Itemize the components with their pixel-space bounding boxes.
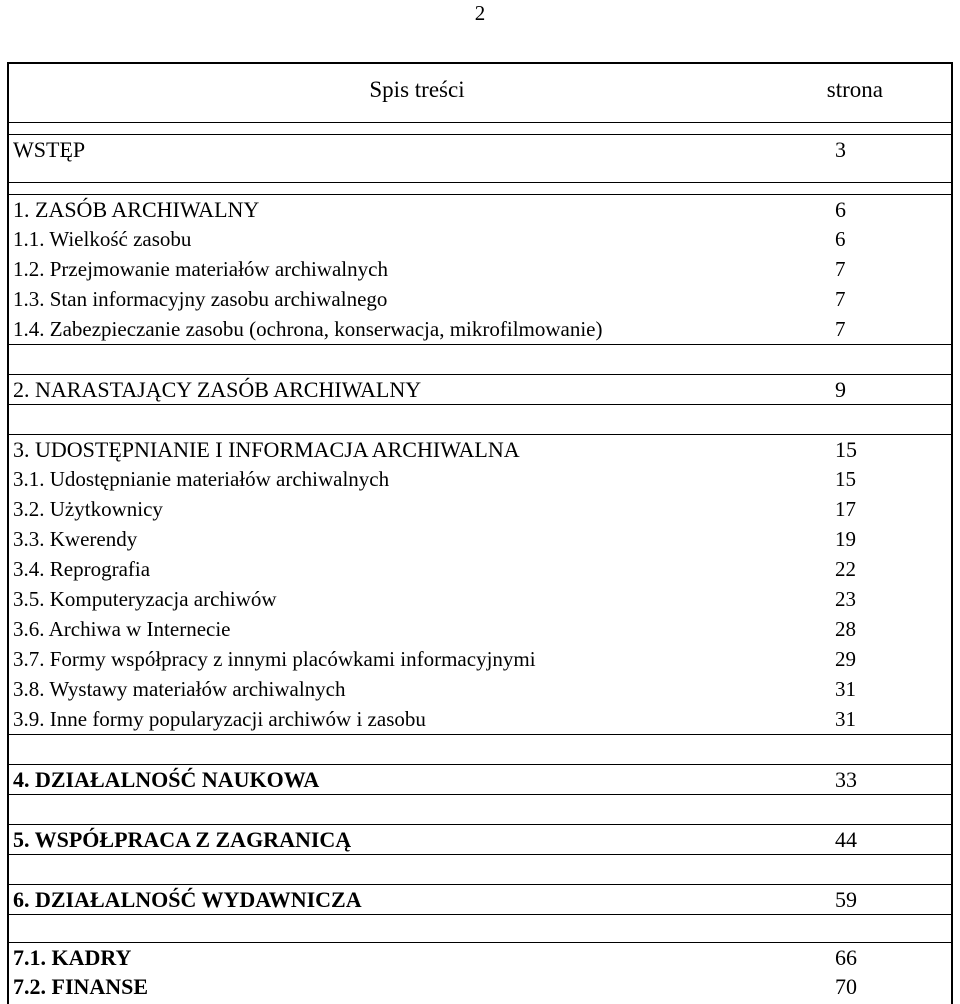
toc-entry-label: 7.1. KADRY <box>13 945 132 970</box>
toc-entry-label: 3.1. Udostępnianie materiałów archiwalnych <box>13 467 390 491</box>
toc-entry <box>9 584 951 614</box>
toc-entry <box>9 764 951 794</box>
blank-row <box>9 914 951 942</box>
blank-row <box>9 404 951 432</box>
blank-row <box>9 734 951 762</box>
toc-entry-label: 1.4. Zabezpieczanie zasobu (ochrona, konserwacja, mikrofilmowanie) <box>13 317 603 341</box>
toc-entry-label: 1.1. Wielkość zasobu <box>13 227 192 251</box>
toc-entry-page: 44 <box>835 827 857 852</box>
toc-entry-label: 7.2. FINANSE <box>13 974 149 999</box>
toc-entry-page: 59 <box>835 887 857 912</box>
toc-entry-page: 31 <box>835 677 856 701</box>
toc-entry <box>9 434 951 464</box>
toc-entry-label: 5. WSPÓŁPRACA Z ZAGRANICĄ <box>13 827 352 852</box>
toc-entry <box>9 884 951 914</box>
toc-entry-label: 4. DZIAŁALNOŚĆ NAUKOWA <box>13 767 320 792</box>
toc-entry <box>9 972 951 1002</box>
toc-entry <box>9 554 951 584</box>
toc-entry-page: 19 <box>835 527 856 551</box>
page-column-header: strona <box>826 77 883 102</box>
toc-title: Spis treści <box>369 77 465 102</box>
toc-entry-page: 15 <box>835 437 857 462</box>
toc-entry-page: 15 <box>835 467 856 491</box>
toc-entry-page: 33 <box>835 767 857 792</box>
toc-entry-page: 7 <box>835 257 846 281</box>
toc-entry-page: 22 <box>835 557 856 581</box>
toc-entry-page: 29 <box>835 647 856 671</box>
toc-entry-label: 3. UDOSTĘPNIANIE I INFORMACJA ARCHIWALNA <box>13 437 520 462</box>
toc-entry-page: 6 <box>835 197 846 222</box>
toc-entry-page: 28 <box>835 617 856 641</box>
toc-entry <box>9 194 951 224</box>
toc-entry <box>9 254 951 284</box>
toc-entry-page: 66 <box>835 945 857 970</box>
toc-entry <box>9 824 951 854</box>
toc-entry <box>9 224 951 254</box>
toc-entry-page: 7 <box>835 317 846 341</box>
toc-entry <box>9 134 951 164</box>
toc-entry <box>9 494 951 524</box>
toc-entry <box>9 374 951 404</box>
toc-header <box>9 64 951 122</box>
toc-entry-label: 2. NARASTAJĄCY ZASÓB ARCHIWALNY <box>13 377 422 402</box>
toc-entry <box>9 314 951 344</box>
toc-entry-label: 3.2. Użytkownicy <box>13 497 163 521</box>
toc-entry-label: 3.4. Reprografia <box>13 557 151 581</box>
toc-entry <box>9 704 951 734</box>
toc-entry-page: 23 <box>835 587 856 611</box>
page-number: 2 <box>474 1 486 25</box>
toc-entry <box>9 942 951 972</box>
toc-entry <box>9 644 951 674</box>
toc-entry-label: 1. ZASÓB ARCHIWALNY <box>13 197 260 222</box>
toc-entry-page: 7 <box>835 287 846 311</box>
blank-row <box>9 854 951 882</box>
toc-entry <box>9 614 951 644</box>
toc-entry-page: 70 <box>835 974 857 999</box>
toc-entry-label: 3.8. Wystawy materiałów archiwalnych <box>13 677 346 701</box>
blank-row <box>9 794 951 822</box>
toc-entry-label: 3.5. Komputeryzacja archiwów <box>13 587 277 611</box>
toc-entry-page: 9 <box>835 377 846 402</box>
toc-entry <box>9 284 951 314</box>
toc-entry-label: 3.6. Archiwa w Internecie <box>13 617 231 641</box>
toc-entry-label: 3.7. Formy współpracy z innymi placówkami informacyjnymi <box>13 647 536 671</box>
toc-entry-label: 1.3. Stan informacyjny zasobu archiwalnego <box>13 287 388 311</box>
toc-entry-label: 3.9. Inne formy popularyzacji archiwów i zasobu <box>13 707 426 731</box>
toc-entry <box>9 674 951 704</box>
toc-entry-label: 6. DZIAŁALNOŚĆ WYDAWNICZA <box>13 887 362 912</box>
toc-entry-page: 6 <box>835 227 846 251</box>
toc-entry-page: 31 <box>835 707 856 731</box>
toc-entry-page: 3 <box>835 137 846 162</box>
toc-entry <box>9 464 951 494</box>
toc-entry-page: 17 <box>835 497 856 521</box>
table-of-contents <box>7 62 953 1004</box>
toc-entry <box>9 524 951 554</box>
toc-entry-label: WSTĘP <box>13 137 86 162</box>
toc-entry-label: 1.2. Przejmowanie materiałów archiwalnych <box>13 257 388 281</box>
toc-entry-label: 3.3. Kwerendy <box>13 527 138 551</box>
blank-row <box>9 344 951 372</box>
